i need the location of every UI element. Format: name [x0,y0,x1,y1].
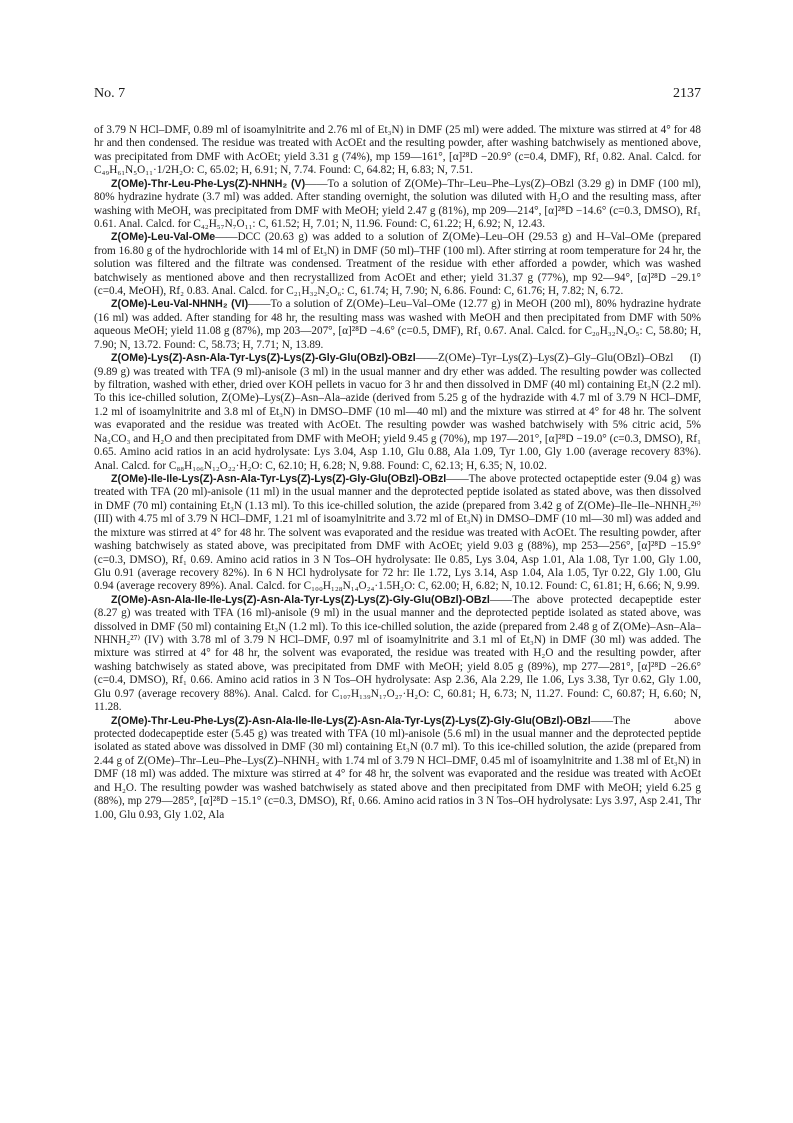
paragraph-text: ——To a solution of Z(OMe)–Thr–Leu–Phe–Lys(Z)–OBzl (3.29 g) in DMF (100 ml), 80% hydrazine hydrate (3.7 ml) was added. After standing overnight, the solution was diluted with H₂O and the resulting mass, after washing with MeOH, was precipitated from DMF with MeOH; yield 2.47 g (81%), mp 209—214°, [α]²⁸D −14.6° (c=0.3, DMSO), Rf₁ 0.61. Anal. Calcd. for C₄₂H₅₇N₇O₁₁: C, 61.52; H, 7.01; N, 11.96. Found: C, 61.22; H, 6.92; N, 12.43. [94,177,701,230]
compound-title: Z(OMe)-Thr-Leu-Phe-Lys(Z)-NHNH₂ (V) [111,177,306,190]
paragraph-compound-v [94,178,701,232]
paragraph-octapeptide [94,352,701,473]
paragraph-text: ——To a solution of Z(OMe)–Leu–Val–OMe (12.77 g) in MeOH (200 ml), 80% hydrazine hydrate (16 ml) was added. After standing for 48 hr, the resulting mass was washed with MeOH and then precipitated from DMF with 50% aqueous MeOH; yield 11.08 g (87%), mp 203—207°, [α]²⁸D −4.6° (c=0.5, DMF), Rf₁ 0.67. Anal. Calcd. for C₂₀H₃₂N₄O₅: C, 58.80; H, 7.90; N, 13.72. Found: C, 58.73; H, 7.71; N, 13.89. [94,298,701,351]
issue-number: No. 7 [94,86,126,101]
paragraph-continuation [94,124,701,178]
body-text [94,124,701,822]
paragraph-decapeptide [94,473,701,594]
running-header [94,86,701,106]
paragraph-leu-val-ome [94,231,701,298]
paragraph-text: ——Z(OMe)–Tyr–Lys(Z)–Lys(Z)–Gly–Glu(OBzl)–OBzl (I) (9.89 g) was treated with TFA (9 ml)-anisole (3 ml) in the usual manner and dry ether was added. The resulting powder was collected by filtration, washed with ether, dried over KOH pellets in vacuo for 3 hr and then dissolved in DMF (40 ml) containing Et₃N (2.2 ml). To this ice-chilled solution, Z(OMe)–Lys(Z)–Asn–Ala–azide (derived from 5.25 g of the hydrazide with 4.7 ml of 3.79 N HCl–DMF, 1.2 ml of isoamylnitrite and 3.8 ml of Et₃N) in DMSO–DMF (10 ml—40 ml) and the mixture was stirred at 4° for 48 hr. The solvent was evaporated and the residue was treated with AcOEt. The resulting powder was washed batchwisely with 5% citric acid, 5% Na₂CO₃ and H₂O and then precipitated from DMF with MeOH; yield 9.45 g (70%), mp 197—201°, [α]²⁸D −19.0° (c=0.3, DMSO), Rf₁ 0.65. Amino acid ratios in an acid hydrolysate: Lys 3.04, Asp 1.10, Glu 0.88, Ala 1.09, Tyr 1.00, Gly 1.00 (average recovery 83%). Anal. Calcd. for C₈₈H₁₀₆N₁₂O₂₂·H₂O: C, 62.10; H, 6.28; N, 9.88. Found: C, 62.13; H, 6.35; N, 10.02. [94,352,701,472]
compound-title: Z(OMe)-Leu-Val-OMe [111,231,216,244]
compound-title: Z(OMe)-Asn-Ala-Ile-Ile-Lys(Z)-Asn-Ala-Tyr-Lys(Z)-Lys(Z)-Gly-Glu(OBzl)-OBzl [111,593,490,606]
paragraph-text: ——The above protected octapeptide ester (9.04 g) was treated with TFA (20 ml)-anisole (11 ml) in the usual manner and the deprotected peptide isolated as stated above, was then dissolved in DMF (70 ml) containing Et₃N (1.13 ml). To this ice-chilled solution, the azide (prepared from 3.42 g of Z(OMe)–Ile–Ile–NHNH₂²⁶⁾ (III) with 4.75 ml of 3.79 N HCl–DMF, 1.21 ml of isoamylnitrite and 3.72 ml of Et₃N) in DMSO–DMF (10 ml—30 ml) was added and the mixture was stirred at 4° for 48 hr. The solvent was evaporated and the residue was treated with AcOEt. The resulting powder, after washing batchwisely as stated above, was precipitated from DMF with AcOEt; yield 9.03 g (88%), mp 253—256°, [α]²⁸D −15.9° (c=0.3, DMSO), Rf₁ 0.69. Amino acid ratios in 3 N Tos–OH hydrolysate: Ile 0.85, Lys 3.04, Asp 1.01, Ala 1.08, Tyr 1.00, Gly 1.00, Glu 0.91 (average recovery 82%). In 6 N HCl hydrolysate for 72 hr: Ile 1.72, Lys 3.14, Asp 1.04, Ala 1.05, Tyr 0.22, Gly 1.00, Glu 0.94 (average recovery 89%). Anal. Calcd. for C₁₀₀H₁₂₈N₁₄O₂₄·1.5H₂O: C, 62.00; H, 6.82; N, 10.12. Found: C, 61.81; H, 6.66; N, 9.99. [94,472,701,593]
compound-title: Z(OMe)-Lys(Z)-Asn-Ala-Tyr-Lys(Z)-Lys(Z)-Gly-Glu(OBzl)-OBzl [111,352,416,365]
paragraph-text: ——The above protected decapeptide ester (8.27 g) was treated with TFA (16 ml)-anisole (9 ml) in the usual manner and the deprotected peptide isolated as stated above, was dissolved in DMF (50 ml) containing Et₃N (1.2 ml). To this ice-chilled solution, the azide (prepared from 2.48 g of Z(OMe)–Asn–Ala–NHNH₂²⁷⁾ (IV) with 3.78 ml of 3.79 N HCl–DMF, 0.97 ml of isoamylnitrite and 3.1 ml of Et₃N) in DMF (30 ml) was added. The mixture was stirred at 4° for 48 hr, the solvent was evaporated, the residue was treated with H₂O and the resulting powder, after washing batchwisely as stated above, was precipitated from DMF with MeOH; yield 8.05 g (89%), mp 277—281°, [α]²⁸D −26.6° (c=0.4, DMSO), Rf₁ 0.66. Amino acid ratios in 3 N Tos–OH hydrolysate: Asp 2.36, Ala 2.29, Ile 1.06, Lys 3.38, Tyr 0.62, Gly 1.00, Glu 0.97 (average recovery 88%). Anal. Calcd. for C₁₀₇H₁₃₉N₁₇O₂₇·H₂O: C, 60.81; H, 6.73; N, 11.27. Found: C, 60.87; H, 6.60; N, 11.28. [94,593,701,714]
compound-title: Z(OMe)-Leu-Val-NHNH₂ (VI) [111,298,249,311]
paragraph-text: of 3.79 N HCl–DMF, 0.89 ml of isoamylnitrite and 2.76 ml of Et₃N) in DMF (25 ml) were added. The mixture was stirred at 4° for 48 hr and then condensed. The residue was treated with AcOEt and the resulting powder, after washing batchwisely as mentioned above, was precipitated from DMF with AcOEt; yield 3.31 g (74%), mp 159—161°, [α]²⁸D −20.9° (c=0.4, DMF), Rf₁ 0.82. Anal. Calcd. for C₄₉H₆₁N₅O₁₁·1/2H₂O: C, 65.02; H, 6.91; N, 7.74. Found: C, 64.82; H, 6.83; N, 7.51. [94,124,701,177]
page-number: 2137 [673,86,701,101]
compound-title: Z(OMe)-Thr-Leu-Phe-Lys(Z)-Asn-Ala-Ile-Ile-Lys(Z)-Asn-Ala-Tyr-Lys(Z)-Lys(Z)-Gly-Glu(OBzl)-OBzl [111,714,591,727]
compound-title: Z(OMe)-Ile-Ile-Lys(Z)-Asn-Ala-Tyr-Lys(Z)-Lys(Z)-Gly-Glu(OBzl)-OBzl [111,472,447,485]
paragraph-text: ——DCC (20.63 g) was added to a solution of Z(OMe)–Leu–OH (29.53 g) and H–Val–OMe (prepared from 16.80 g of the hydrochloride with 14 ml of Et₃N) in DMF (50 ml)–THF (100 ml). After stirring at room temperature for 24 hr, the solution was filtered and the filtrate was condensed. Treatment of the residue with ether afforded a powder, which was washed batchwisely as mentioned above and then recrystallized from AcOEt and ether; yield 31.37 g (77%), mp 92—94°, [α]²⁸D −29.1° (c=0.4, MeOH), Rf₂ 0.83. Anal. Calcd. for C₂₁H₃₂N₂O₆: C, 61.74; H, 7.90; N, 6.86. Found: C, 61.76; H, 7.82; N, 6.72. [94,231,701,298]
paragraph-text: ——The above protected dodecapeptide ester (5.45 g) was treated with TFA (10 ml)-anisole (5.6 ml) in the usual manner and the deprotected peptide isolated as stated above was dissolved in DMF (30 ml) containing Et₃N (0.7 ml). To this ice-chilled solution, the azide (prepared from 2.44 g of Z(OMe)–Thr–Leu–Phe–Lys(Z)–NHNH₂ with 1.74 ml of 3.79 N HCl–DMF, 0.45 ml of isoamylnitrite and 1.38 ml of Et₃N) in DMF (18 ml) was added. The mixture was stirred at 4° for 48 hr, the solvent was evaporated and the residue was treated with AcOEt and H₂O. The resulting powder was washed batchwisely as stated above and then precipitated from DMF with MeOH; yield 6.25 g (88%), mp 279—285°, [α]²⁸D −15.1° (c=0.3, DMSO), Rf₁ 0.66. Amino acid ratios in 3 N Tos–OH hydrolysate: Lys 3.97, Asp 2.41, Thr 1.00, Glu 0.93, Gly 1.02, Ala [94,714,701,821]
paragraph-dodecapeptide [94,594,701,715]
paragraph-hexadecapeptide [94,715,701,822]
paragraph-compound-vi [94,298,701,352]
